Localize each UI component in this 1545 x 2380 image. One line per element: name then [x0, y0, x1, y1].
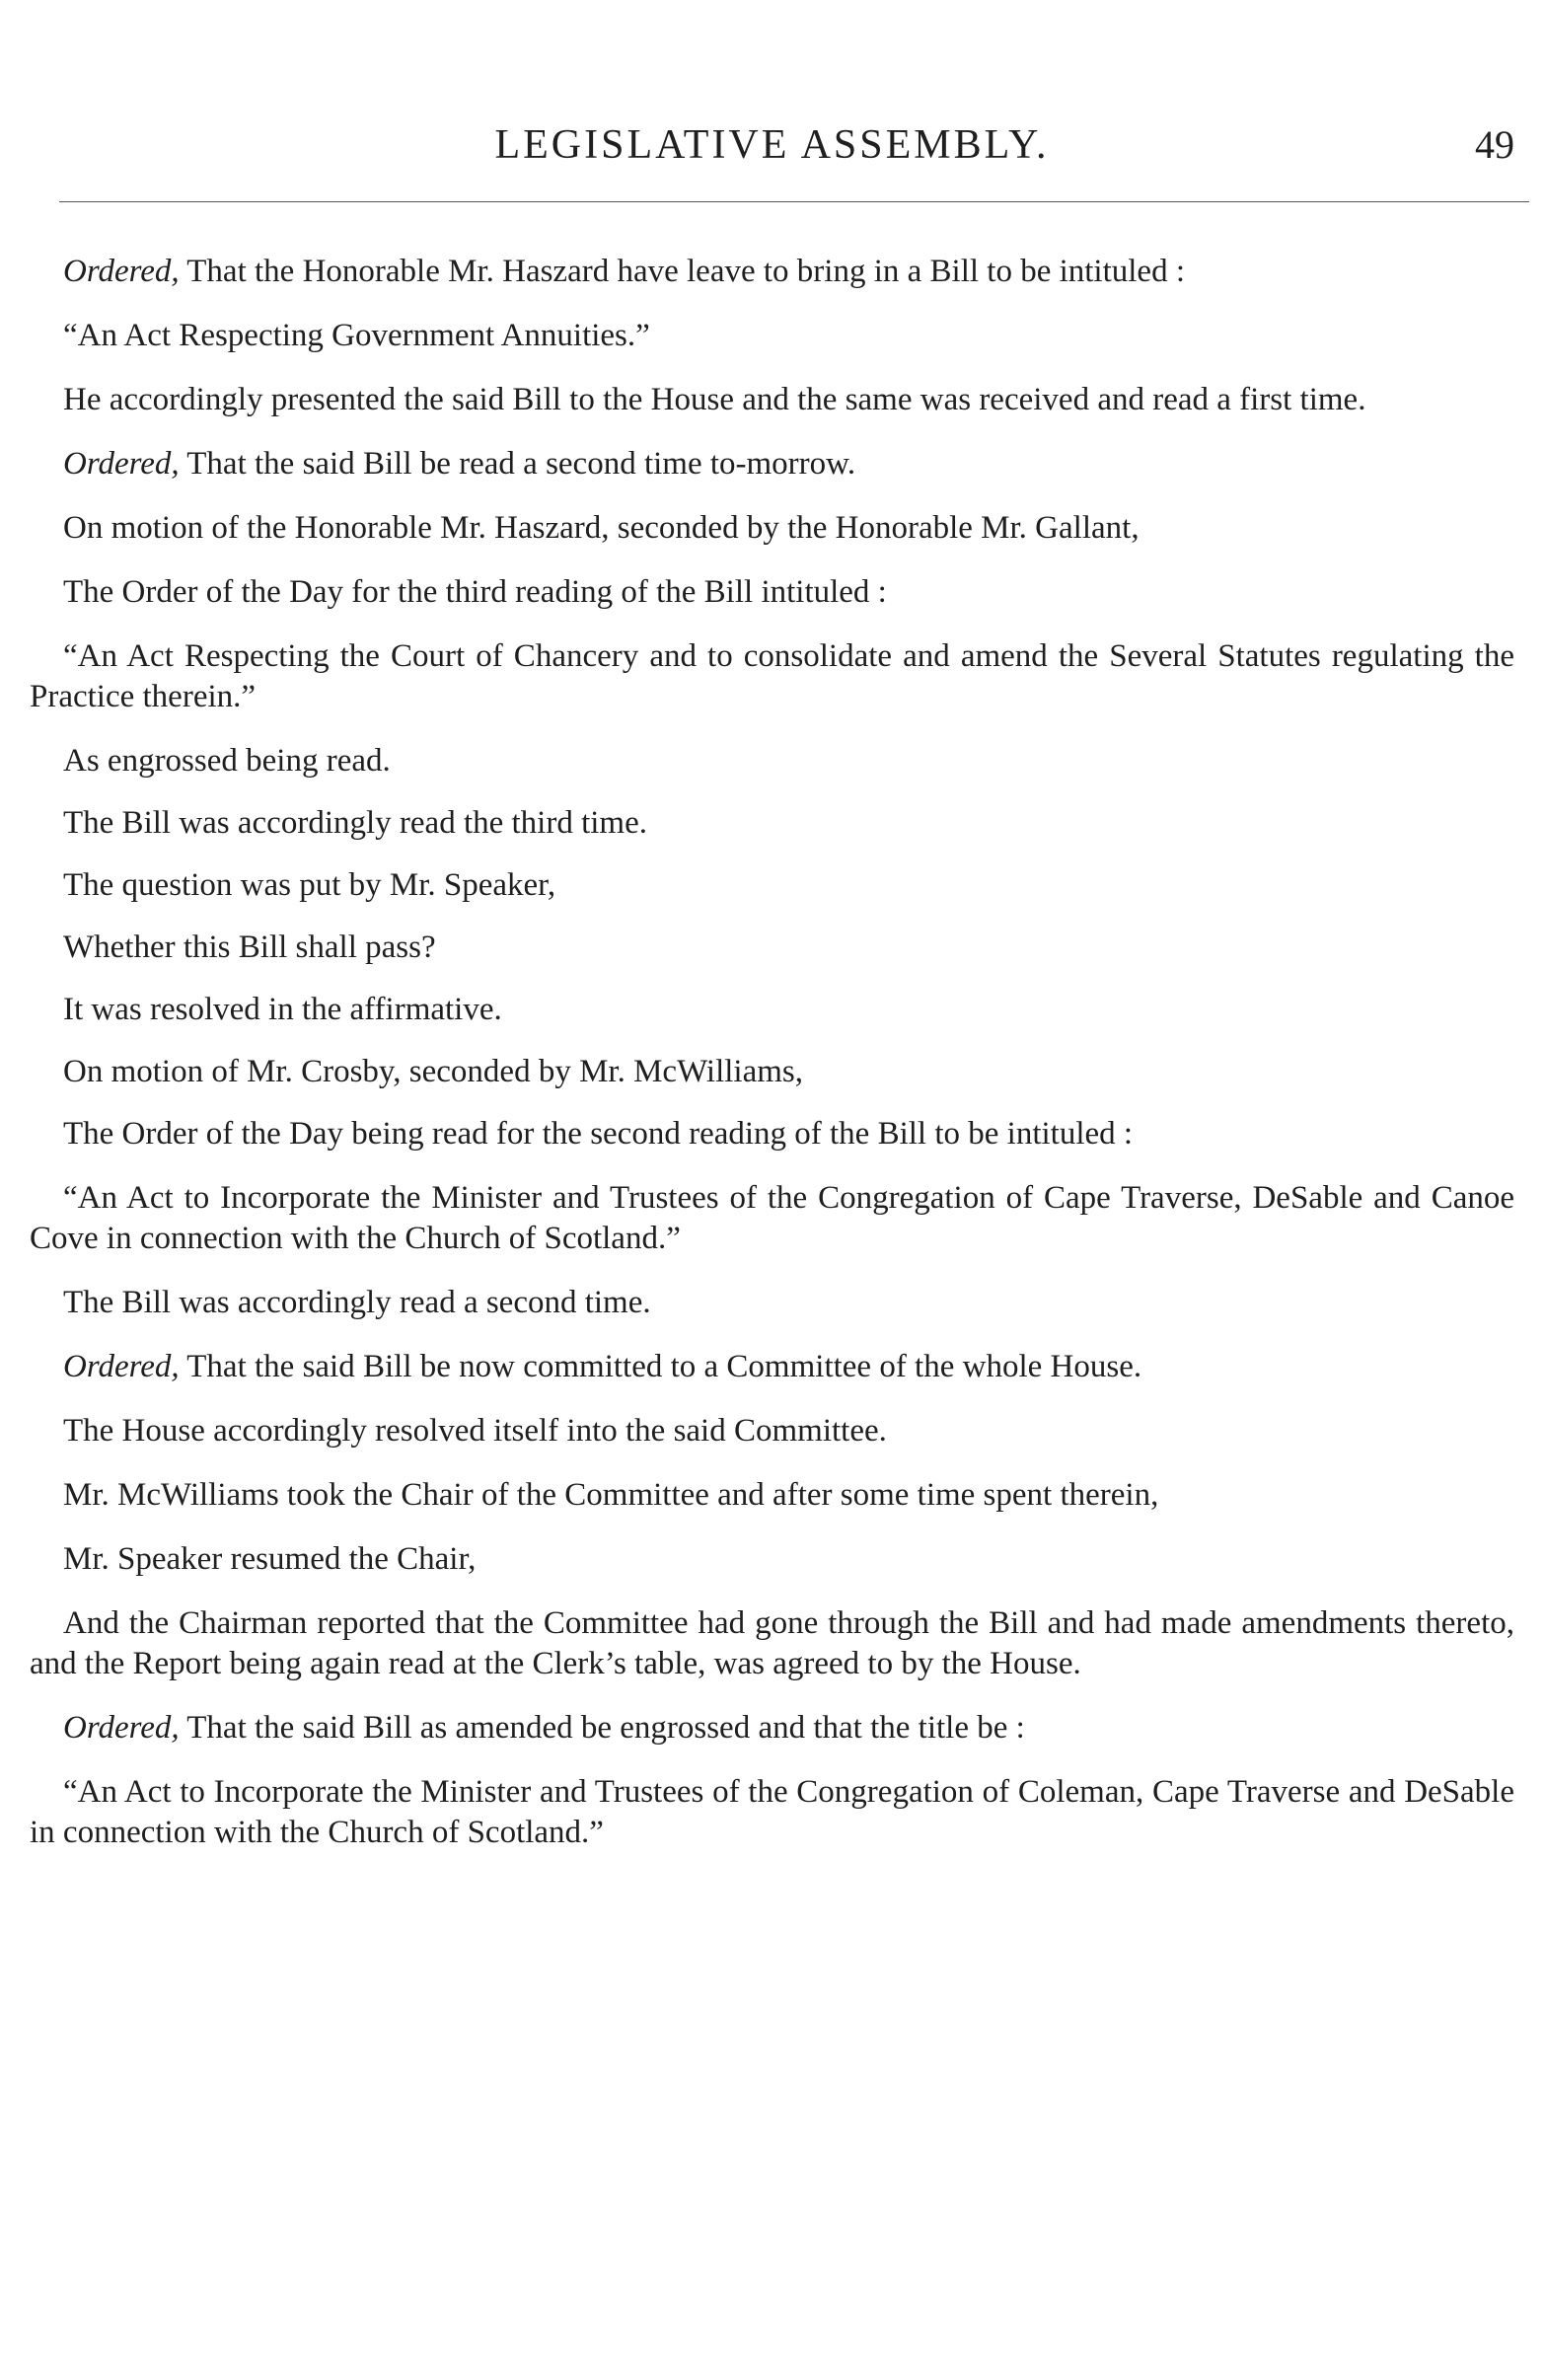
paragraph-text: Mr. McWilliams took the Chair of the Committee and after some time spent therein, — [63, 1477, 1159, 1513]
body-text — [30, 252, 1514, 1877]
paragraph-text: As engrossed being read. — [63, 743, 391, 779]
paragraph-lead: Ordered, — [63, 1349, 180, 1384]
paragraph — [30, 741, 1514, 781]
header-rule — [59, 201, 1529, 202]
paragraph-text: The question was put by Mr. Speaker, — [63, 867, 556, 903]
paragraph — [30, 1347, 1514, 1387]
paragraph-text: That the Honorable Mr. Haszard have leave to bring in a Bill to be intituled : — [179, 254, 1185, 289]
page-number: 49 — [1475, 122, 1514, 167]
paragraph — [30, 1411, 1514, 1451]
paragraph-lead: Ordered, — [63, 446, 180, 482]
paragraph-text: The House accordingly resolved itself into the said Committee. — [63, 1413, 887, 1449]
paragraph — [30, 1539, 1514, 1580]
paragraph — [30, 1772, 1514, 1853]
paragraph-text: That the said Bill be now committed to a Committee of the whole House. — [179, 1349, 1142, 1384]
paragraph-lead: Ordered, — [63, 254, 180, 289]
paragraph-text: Mr. Speaker resumed the Chair, — [63, 1541, 477, 1577]
paragraph — [30, 380, 1514, 420]
paragraph-text: “An Act to Incorporate the Minister and Trustees of the Congregation of Cape Traverse, DeSable and Canoe Cove in connection with the Church of Scotland.” — [30, 1180, 1514, 1256]
paragraph — [30, 928, 1514, 968]
paragraph-text: That the said Bill as amended be engrossed and that the title be : — [179, 1710, 1025, 1746]
document-page — [30, 0, 1514, 2380]
paragraph-text: The Bill was accordingly read the third time. — [63, 805, 647, 841]
paragraph — [30, 1283, 1514, 1323]
running-header — [30, 111, 1514, 180]
paragraph — [30, 572, 1514, 613]
paragraph — [30, 508, 1514, 549]
paragraph-text: He accordingly presented the said Bill to the House and the same was received and read a first time. — [63, 382, 1366, 417]
paragraph — [30, 1603, 1514, 1684]
paragraph-text: “An Act Respecting the Court of Chancery and to consolidate and amend the Several Statutes regulating the Practice therein.” — [30, 638, 1514, 714]
paragraph-text: The Order of the Day being read for the second reading of the Bill to be intituled : — [63, 1116, 1134, 1152]
paragraph — [30, 1708, 1514, 1748]
paragraph-text: That the said Bill be read a second time to-morrow. — [179, 446, 856, 482]
paragraph — [30, 316, 1514, 356]
paragraph-text: “An Act to Incorporate the Minister and Trustees of the Congregation of Coleman, Cape Traverse and DeSable in connection with the Church of Scotland.” — [30, 1774, 1514, 1850]
paragraph-text: It was resolved in the affirmative. — [63, 992, 502, 1027]
paragraph-text: “An Act Respecting Government Annuities.” — [63, 318, 650, 353]
paragraph — [30, 1114, 1514, 1154]
page-title: LEGISLATIVE ASSEMBLY. — [494, 122, 1050, 168]
paragraph — [30, 990, 1514, 1030]
paragraph — [30, 444, 1514, 484]
paragraph — [30, 252, 1514, 292]
paragraph-text: On motion of the Honorable Mr. Haszard, seconded by the Honorable Mr. Gallant, — [63, 510, 1140, 546]
paragraph-text: The Order of the Day for the third reading of the Bill intituled : — [63, 574, 887, 610]
paragraph — [30, 1052, 1514, 1092]
paragraph — [30, 803, 1514, 844]
paragraph — [30, 636, 1514, 717]
paragraph-lead: Ordered, — [63, 1710, 180, 1746]
paragraph-text: On motion of Mr. Crosby, seconded by Mr. McWilliams, — [63, 1054, 803, 1089]
paragraph-text: And the Chairman reported that the Committee had gone through the Bill and had made amendments thereto, and the Report being again read at the Clerk’s table, was agreed to by the House. — [30, 1605, 1514, 1681]
paragraph-text: Whether this Bill shall pass? — [63, 930, 436, 965]
paragraph-text: The Bill was accordingly read a second time. — [63, 1285, 651, 1320]
paragraph — [30, 1475, 1514, 1516]
paragraph — [30, 865, 1514, 906]
paragraph — [30, 1178, 1514, 1259]
